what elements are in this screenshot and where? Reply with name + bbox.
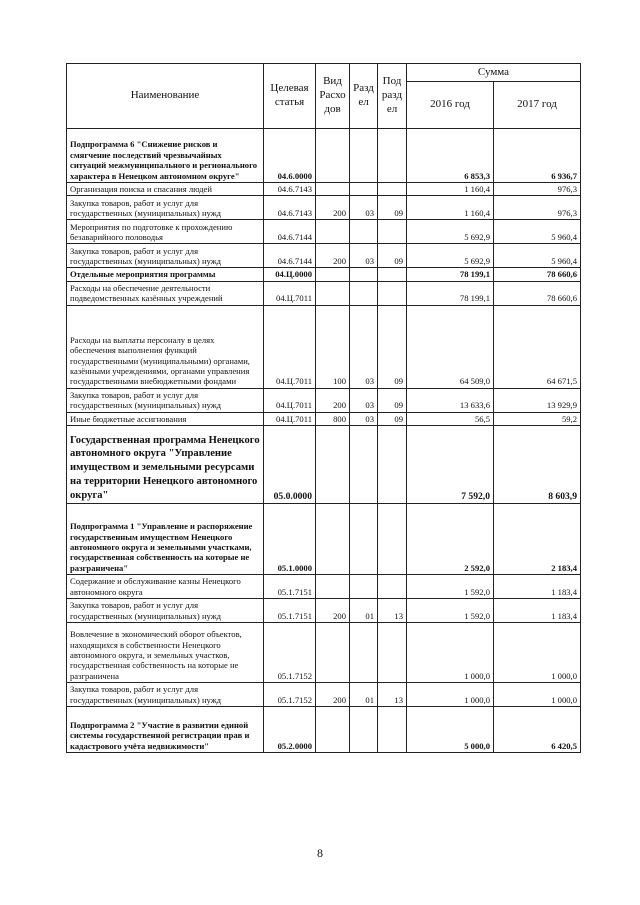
row-name: Закупка товаров, работ и услуг для государственных (муниципальных) нужд xyxy=(67,599,264,623)
row-vid: 100 xyxy=(316,305,350,388)
row-vid: 200 xyxy=(316,388,350,412)
table-row xyxy=(67,623,581,683)
table-row xyxy=(67,575,581,599)
header-name: Наименование xyxy=(67,64,264,129)
row-name: Мероприятия по подготовке к прохождению безаварийного половодья xyxy=(67,220,264,244)
row-target-code: 04.Ц.7011 xyxy=(264,281,316,305)
row-razd xyxy=(350,623,378,683)
row-podrazd xyxy=(378,281,407,305)
row-razd xyxy=(350,268,378,281)
row-podrazd: 13 xyxy=(378,599,407,623)
header-vid: Вид Расхо дов xyxy=(316,64,350,129)
row-razd: 01 xyxy=(350,599,378,623)
table-row xyxy=(67,683,581,707)
table-row xyxy=(67,196,581,220)
table-row xyxy=(67,504,581,575)
row-name: Вовлечение в экономический оборот объектов, находящихся в собственности Ненецкого автономного округа, и земельных участков, государственная собственность на которые не разграничена xyxy=(67,623,264,683)
row-sum-2017: 1 000,0 xyxy=(494,683,581,707)
row-podrazd xyxy=(378,504,407,575)
table-row xyxy=(67,244,581,268)
row-sum-2017: 13 929,9 xyxy=(494,388,581,412)
row-sum-2017: 1 000,0 xyxy=(494,623,581,683)
row-target-code: 04.6.7143 xyxy=(264,183,316,196)
row-target-code: 05.1.7151 xyxy=(264,599,316,623)
budget-table xyxy=(66,63,581,753)
row-target-code: 05.1.0000 xyxy=(264,504,316,575)
table-row xyxy=(67,281,581,305)
row-name: Подпрограмма 6 "Снижение рисков и смягчение последствий чрезвычайных ситуаций межмуниципального и регионального характера в Ненецком автономном округе" xyxy=(67,129,264,183)
header-razd: Разд ел xyxy=(350,64,378,129)
row-name: Содержание и обслуживание казны Ненецкого автономного округа xyxy=(67,575,264,599)
row-sum-2017: 78 660,6 xyxy=(494,268,581,281)
row-name: Закупка товаров, работ и услуг для государственных (муниципальных) нужд xyxy=(67,244,264,268)
row-name: Закупка товаров, работ и услуг для государственных (муниципальных) нужд xyxy=(67,388,264,412)
table-row xyxy=(67,220,581,244)
row-target-code: 05.0.0000 xyxy=(264,426,316,504)
row-podrazd: 09 xyxy=(378,244,407,268)
row-name: Организация поиска и спасания людей xyxy=(67,183,264,196)
row-podrazd xyxy=(378,707,407,753)
row-sum-2016: 7 592,0 xyxy=(407,426,494,504)
row-vid xyxy=(316,623,350,683)
row-target-code: 05.1.7152 xyxy=(264,683,316,707)
row-vid xyxy=(316,281,350,305)
row-razd: 03 xyxy=(350,305,378,388)
row-razd: 03 xyxy=(350,388,378,412)
table-row xyxy=(67,599,581,623)
row-razd xyxy=(350,129,378,183)
row-podrazd: 09 xyxy=(378,388,407,412)
row-sum-2016: 1 000,0 xyxy=(407,683,494,707)
row-target-code: 04.6.7143 xyxy=(264,196,316,220)
row-sum-2017: 5 960,4 xyxy=(494,220,581,244)
row-sum-2017: 6 420,5 xyxy=(494,707,581,753)
row-razd: 03 xyxy=(350,412,378,425)
row-razd: 03 xyxy=(350,244,378,268)
row-sum-2016: 2 592,0 xyxy=(407,504,494,575)
row-vid xyxy=(316,504,350,575)
row-podrazd xyxy=(378,129,407,183)
row-vid: 200 xyxy=(316,244,350,268)
row-razd xyxy=(350,504,378,575)
row-name: Иные бюджетные ассигнования xyxy=(67,412,264,425)
table-row xyxy=(67,129,581,183)
row-vid xyxy=(316,707,350,753)
row-podrazd xyxy=(378,183,407,196)
row-razd xyxy=(350,707,378,753)
row-name: Подпрограмма 1 "Управление и распоряжение государственным имуществом Ненецкого автономного округа и земельными участками, государственная собственность на которые не разграничена" xyxy=(67,504,264,575)
row-podrazd xyxy=(378,623,407,683)
row-sum-2017: 59,2 xyxy=(494,412,581,425)
row-target-code: 04.Ц.7011 xyxy=(264,388,316,412)
row-sum-2017: 976,3 xyxy=(494,196,581,220)
row-sum-2016: 78 199,1 xyxy=(407,281,494,305)
row-razd xyxy=(350,426,378,504)
row-name: Государственная программа Ненецкого автономного округа "Управление имуществом и земельными ресурсами на территории Ненецкого автономного округа" xyxy=(67,426,264,504)
table-body xyxy=(67,129,581,753)
row-sum-2017: 1 183,4 xyxy=(494,599,581,623)
row-vid: 800 xyxy=(316,412,350,425)
row-target-code: 05.1.7152 xyxy=(264,623,316,683)
row-sum-2017: 2 183,4 xyxy=(494,504,581,575)
row-sum-2016: 1 160,4 xyxy=(407,183,494,196)
row-razd xyxy=(350,281,378,305)
row-podrazd xyxy=(378,426,407,504)
row-vid xyxy=(316,426,350,504)
row-sum-2017: 8 603,9 xyxy=(494,426,581,504)
header-year-2017: 2017 год xyxy=(494,82,581,129)
row-vid: 200 xyxy=(316,196,350,220)
row-sum-2016: 1 000,0 xyxy=(407,623,494,683)
row-podrazd xyxy=(378,220,407,244)
row-podrazd: 09 xyxy=(378,412,407,425)
row-target-code: 05.2.0000 xyxy=(264,707,316,753)
row-target-code: 05.1.7151 xyxy=(264,575,316,599)
row-name: Подпрограмма 2 "Участие в развитии единой системы государственной регистрации прав и кадастрового учёта недвижимости" xyxy=(67,707,264,753)
row-podrazd xyxy=(378,268,407,281)
row-sum-2016: 13 633,6 xyxy=(407,388,494,412)
row-target-code: 04.Ц.0000 xyxy=(264,268,316,281)
row-razd xyxy=(350,575,378,599)
row-sum-2017: 78 660,6 xyxy=(494,281,581,305)
row-sum-2017: 64 671,5 xyxy=(494,305,581,388)
table-row xyxy=(67,426,581,504)
row-sum-2017: 5 960,4 xyxy=(494,244,581,268)
row-vid xyxy=(316,220,350,244)
row-target-code: 04.6.7144 xyxy=(264,244,316,268)
table-row xyxy=(67,707,581,753)
row-vid: 200 xyxy=(316,683,350,707)
row-sum-2017: 976,3 xyxy=(494,183,581,196)
row-razd xyxy=(350,220,378,244)
row-target-code: 04.Ц.7011 xyxy=(264,412,316,425)
row-sum-2016: 5 692,9 xyxy=(407,244,494,268)
row-vid xyxy=(316,575,350,599)
row-razd: 01 xyxy=(350,683,378,707)
row-name: Отдельные мероприятия программы xyxy=(67,268,264,281)
row-name: Расходы на выплаты персоналу в целях обеспечения выполнения функций государственными (муниципальными) органами, казёнными учреждениями, органами управления государственными внебюджетными фондами xyxy=(67,305,264,388)
row-sum-2016: 1 592,0 xyxy=(407,599,494,623)
row-sum-2017: 1 183,4 xyxy=(494,575,581,599)
row-podrazd: 13 xyxy=(378,683,407,707)
header-sum: Сумма xyxy=(407,64,581,82)
row-target-code: 04.6.0000 xyxy=(264,129,316,183)
row-podrazd: 09 xyxy=(378,196,407,220)
row-target-code: 04.Ц.7011 xyxy=(264,305,316,388)
row-sum-2016: 6 853,3 xyxy=(407,129,494,183)
table-row xyxy=(67,412,581,425)
row-vid xyxy=(316,183,350,196)
row-name: Закупка товаров, работ и услуг для государственных (муниципальных) нужд xyxy=(67,683,264,707)
header-target: Целевая статья xyxy=(264,64,316,129)
row-vid: 200 xyxy=(316,599,350,623)
row-name: Закупка товаров, работ и услуг для государственных (муниципальных) нужд xyxy=(67,196,264,220)
row-sum-2016: 5 000,0 xyxy=(407,707,494,753)
header-podrazd: Под разд ел xyxy=(378,64,407,129)
header-year-2016: 2016 год xyxy=(407,82,494,129)
row-sum-2016: 5 692,9 xyxy=(407,220,494,244)
row-sum-2016: 56,5 xyxy=(407,412,494,425)
table-row xyxy=(67,183,581,196)
table-row xyxy=(67,305,581,388)
row-name: Расходы на обеспечение деятельности подведомственных казённых учреждений xyxy=(67,281,264,305)
row-target-code: 04.6.7144 xyxy=(264,220,316,244)
row-razd xyxy=(350,183,378,196)
row-vid xyxy=(316,268,350,281)
row-sum-2016: 1 592,0 xyxy=(407,575,494,599)
row-podrazd: 09 xyxy=(378,305,407,388)
row-sum-2016: 64 509,0 xyxy=(407,305,494,388)
row-razd: 03 xyxy=(350,196,378,220)
table-row xyxy=(67,388,581,412)
row-vid xyxy=(316,129,350,183)
row-sum-2016: 1 160,4 xyxy=(407,196,494,220)
row-podrazd xyxy=(378,575,407,599)
row-sum-2017: 6 936,7 xyxy=(494,129,581,183)
row-sum-2016: 78 199,1 xyxy=(407,268,494,281)
table-row xyxy=(67,268,581,281)
page-number: 8 xyxy=(317,846,323,860)
